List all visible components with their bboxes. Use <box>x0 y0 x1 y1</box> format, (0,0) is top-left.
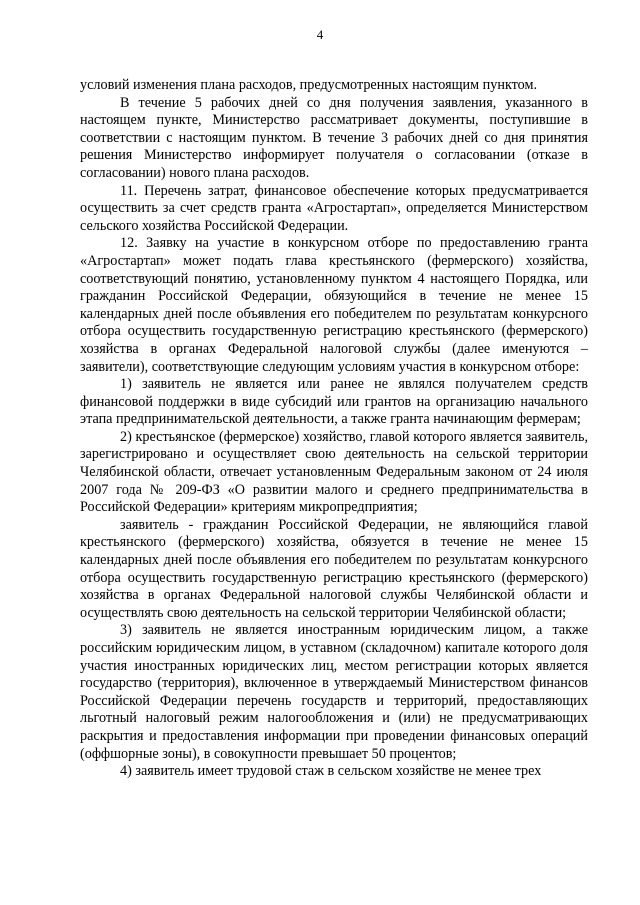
paragraph-condition-2-citizen: заявитель - гражданин Российской Федерации, не являющийся главой крестьянского (фермерского) хозяйства, обязуется в течение не менее 15 календарных дней после объявления его победителем по результатам конкурсного отбора осуществить государственную регистрацию крестьянского (фермерского) хозяйства в органах Федеральной налоговой службы Челябинской области и осуществлять свою деятельность на сельской территории Челябинской области; <box>80 516 588 621</box>
paragraph-review-period: В течение 5 рабочих дней со дня получения заявления, указанного в настоящем пункте, Министерство рассматривает документы, поступившие в соответствии с настоящим пунктом. В течение 3 рабочих дней со дня принятия решения Министерство информирует получателя о согласовании (отказе в согласовании) нового плана расходов. <box>80 94 588 181</box>
page-number: 4 <box>316 27 324 42</box>
paragraph-item-12: 12. Заявку на участие в конкурсном отборе по предоставлению гранта «Агростартап» может подать глава крестьянского (фермерского) хозяйства, соответствующий понятию, установленному пунктом 4 настоящего Порядка, или гражданин Российской Федерации, обязующийся в течение не менее 15 календарных дней после объявления его победителем по результатам конкурсного отбора осуществить государственную регистрацию крестьянского (фермерского) хозяйства в органах Федеральной налоговой службы (далее именуются – заявители), соответствующие следующим условиям участия в конкурсном отборе: <box>80 235 588 375</box>
paragraph-condition-1: 1) заявитель не является или ранее не являлся получателем средств финансовой поддержки в виде субсидий или грантов на организацию начального этапа предпринимательской деятельности, а также гранта начинающим фермерам; <box>80 376 588 428</box>
paragraph-condition-3: 3) заявитель не является иностранным юридическим лицом, а также российским юридическим лицом, в уставном (складочном) капитале которого доля участия иностранных юридических лиц, местом регистрации которых является государство (территория), включенное в утверждаемый Министерством финансов Российской Федерации перечень государств и территорий, предоставляющих льготный налоговый режим налогообложения и (или) не предусматривающих раскрытия и предоставления информации при проведении финансовых операций (оффшорные зоны), в совокупности превышает 50 процентов; <box>80 622 588 762</box>
paragraph-condition-4: 4) заявитель имеет трудовой стаж в сельском хозяйстве не менее трех <box>120 763 542 780</box>
document-body <box>80 77 588 781</box>
paragraph-item-11: 11. Перечень затрат, финансовое обеспечение которых предусматривается осуществить за счет средств гранта «Агростартап», определяется Министерством сельского хозяйства Российской Федерации. <box>80 182 588 234</box>
paragraph-continuation: условий изменения плана расходов, предусмотренных настоящим пунктом. <box>80 77 538 93</box>
paragraph-condition-2: 2) крестьянское (фермерское) хозяйство, главой которого является заявитель, зарегистрировано и осуществляет свою деятельность на сельской территории Челябинской области, отвечает установленным Федеральным законом от 24 июля 2007 года № 209-ФЗ «О развитии малого и среднего предпринимательства в Российской Федерации» критериям микропредприятия; <box>80 428 588 516</box>
